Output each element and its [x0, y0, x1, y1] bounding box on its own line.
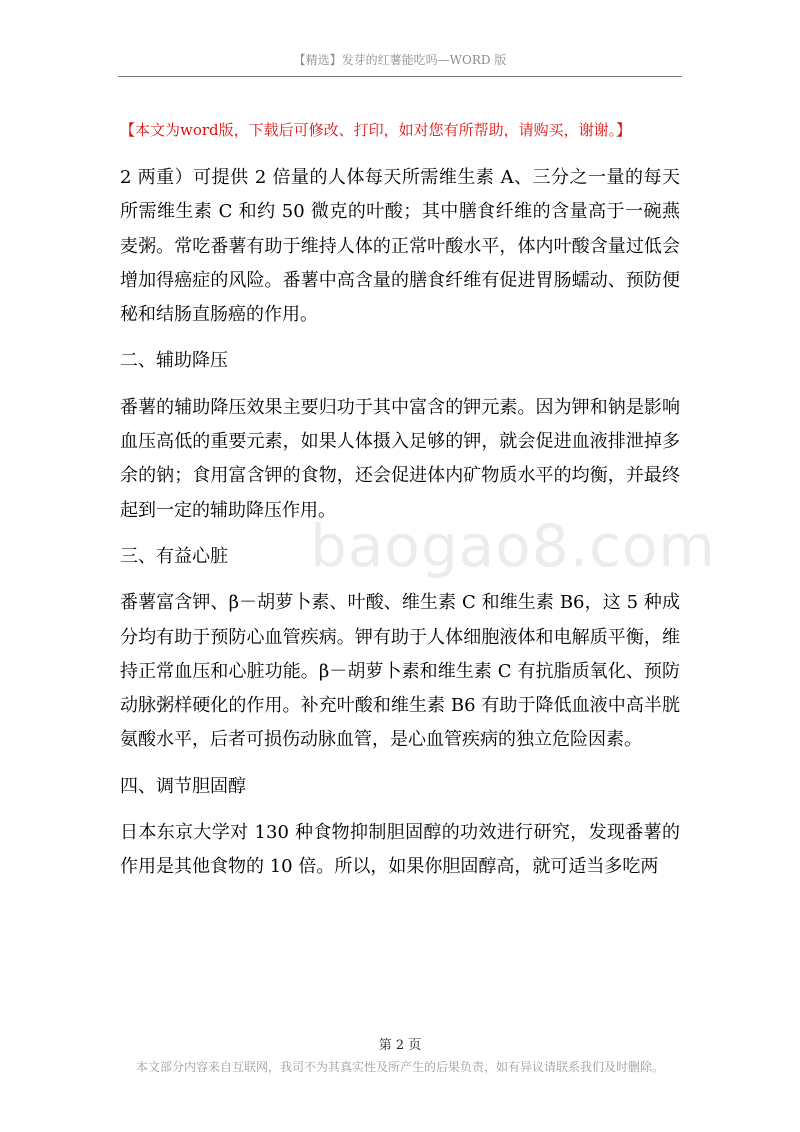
section-heading-heart: 三、有益心脏 — [120, 545, 228, 567]
page-number: 第 2 页 — [378, 1038, 422, 1053]
paragraph-heart: 番薯富含钾、β－胡萝卜素、叶酸、维生素 C 和维生素 B6，这 5 种成分均有助于预防心血管疾病。钾有助于人体细胞液体和电解质平衡，维持正常血压和心脏功能。β－胡萝卜素和维生素 C 有抗脂质氧化、预防动脉粥样硬化的作用。补充叶酸和维生素 B6 有助于降低血液中高半胱氨酸水平，后者可损伤动脉血管，是心血管疾病的独立危险因素。 — [120, 592, 680, 751]
paragraph-cholesterol: 日本东京大学对 130 种食物抑制胆固醇的功效进行研究，发现番薯的作用是其他食物的 10 倍。所以，如果你胆固醇高，就可适当多吃两 — [120, 822, 680, 878]
page-header: 【精选】发芽的红薯能吃吗—WORD 版 — [293, 53, 507, 67]
paragraph-intro: 2 两重）可提供 2 倍量的人体每天所需维生素 A、三分之一量的每天所需维生素 C 和约 50 微克的叶酸；其中膳食纤维的含量高于一碗燕麦粥。常吃番薯有助于维持人体的正常叶酸水平，体内叶酸含量过低会增加得癌症的风险。番薯中高含量的膳食纤维有促进胃肠蠕动、预防便秘和结肠直肠癌的作用。 — [120, 167, 680, 326]
watermark: baogao8.com — [310, 512, 716, 580]
header-divider — [118, 76, 682, 77]
document-body — [120, 161, 680, 885]
paragraph-blood-pressure: 番薯的辅助降压效果主要归功于其中富含的钾元素。因为钾和钠是影响血压高低的重要元素，如果人体摄入足够的钾，就会促进血液排泄掉多余的钠；食用富含钾的食物，还会促进体内矿物质水平的均衡，并最终起到一定的辅助降压作用。 — [120, 396, 680, 521]
section-heading-blood-pressure: 二、辅助降压 — [120, 350, 228, 372]
section-heading-cholesterol: 四、调节胆固醇 — [120, 775, 246, 797]
download-notice: 【本文为word版，下载后可修改、打印，如对您有所帮助，请购买，谢谢。】 — [120, 121, 632, 139]
page-footer-disclaimer: 本文部分内容来自互联网，我司不为其真实性及所产生的后果负责，如有异议请联系我们及时删除。 — [135, 1060, 664, 1074]
